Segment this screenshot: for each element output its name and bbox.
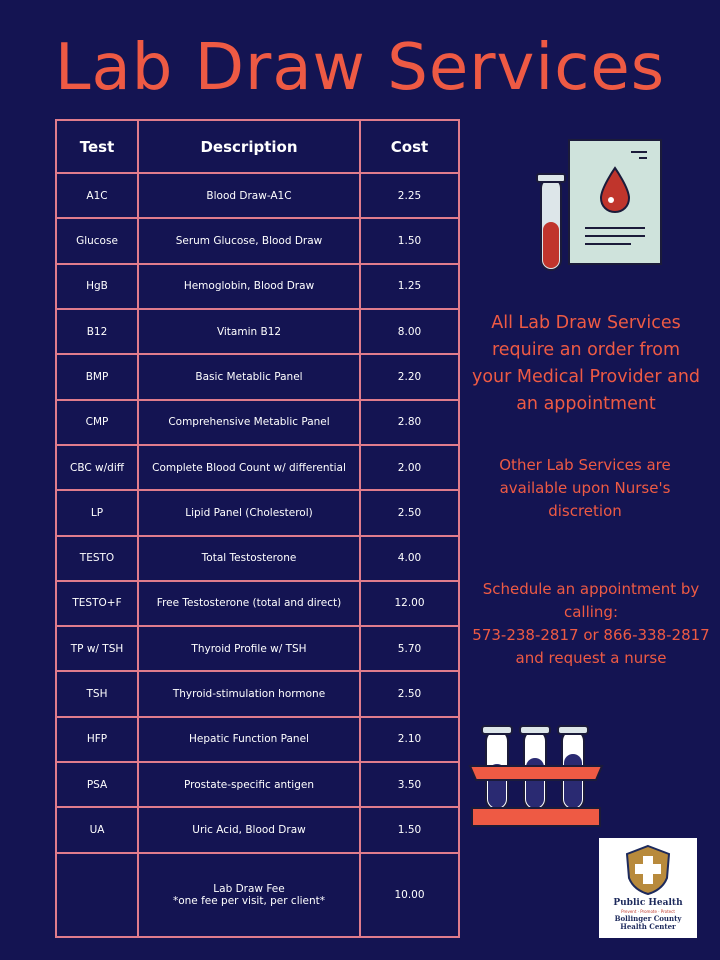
fee-label: Lab Draw Fee: [213, 882, 285, 895]
table-row: [56, 264, 459, 309]
description-cell: Free Testosterone (total and direct): [138, 581, 360, 626]
table-row: [56, 626, 459, 671]
description-cell: Hepatic Function Panel: [138, 717, 360, 762]
cost-cell: 8.00: [360, 309, 459, 354]
test-code-cell: Glucose: [56, 218, 138, 263]
description-cell: Prostate-specific antigen: [138, 762, 360, 807]
description-cell: Thyroid Profile w/ TSH: [138, 626, 360, 671]
cost-cell: 3.50: [360, 762, 459, 807]
test-tube-rack-icon: [466, 724, 606, 834]
test-code-cell: UA: [56, 807, 138, 852]
description-cell: Blood Draw-A1C: [138, 173, 360, 218]
table-row: [56, 581, 459, 626]
test-code-cell: HgB: [56, 264, 138, 309]
blood-test-document-icon: [535, 136, 665, 276]
test-code-cell: CMP: [56, 400, 138, 445]
description-cell: Thyroid-stimulation hormone: [138, 671, 360, 716]
test-code-cell: TESTO+F: [56, 581, 138, 626]
other-services-notice: Other Lab Services are available upon Nurse's discretion: [499, 456, 671, 520]
column-header-description: Description: [138, 120, 360, 173]
table-row: [56, 536, 459, 581]
table-row: [56, 309, 459, 354]
test-code-cell: TSH: [56, 671, 138, 716]
phone-numbers: 573-238-2817 or 866-338-2817: [472, 626, 710, 644]
fee-note: *one fee per visit, per client*: [172, 894, 326, 907]
table-row: [56, 400, 459, 445]
cost-cell: 2.50: [360, 490, 459, 535]
table-row: [56, 762, 459, 807]
page-title: Lab Draw Services: [54, 31, 666, 105]
table-row: [56, 173, 459, 218]
table-row: [56, 807, 459, 852]
cost-cell: 12.00: [360, 581, 459, 626]
test-code-cell: BMP: [56, 354, 138, 399]
table-row: [56, 354, 459, 399]
cost-cell: 10.00: [360, 853, 459, 937]
description-cell: Comprehensive Metablic Panel: [138, 400, 360, 445]
table-row: [56, 490, 459, 535]
cost-cell: 1.50: [360, 218, 459, 263]
cost-cell: 2.25: [360, 173, 459, 218]
cost-cell: 2.20: [360, 354, 459, 399]
description-cell: Basic Metablic Panel: [138, 354, 360, 399]
column-header-cost: Cost: [360, 120, 459, 173]
column-header-test: Test: [56, 120, 138, 173]
cost-cell: 2.80: [360, 400, 459, 445]
schedule-request: and request a nurse: [515, 649, 667, 667]
table-row: [56, 671, 459, 716]
test-code-cell: LP: [56, 490, 138, 535]
description-cell: Uric Acid, Blood Draw: [138, 807, 360, 852]
cost-cell: 2.00: [360, 445, 459, 490]
table-row-fee: [56, 853, 459, 937]
test-code-cell: A1C: [56, 173, 138, 218]
test-code-cell: HFP: [56, 717, 138, 762]
test-code-cell: B12: [56, 309, 138, 354]
table-row: [56, 717, 459, 762]
lab-services-table: [55, 119, 460, 938]
fee-description-cell: [138, 853, 360, 937]
test-code-cell: TP w/ TSH: [56, 626, 138, 671]
table-header-row: [56, 120, 459, 173]
test-code-cell: [56, 853, 138, 937]
cost-cell: 1.50: [360, 807, 459, 852]
logo-organization: [599, 915, 697, 931]
test-code-cell: PSA: [56, 762, 138, 807]
description-cell: Total Testosterone: [138, 536, 360, 581]
shield-icon: [623, 844, 673, 896]
description-cell: Lipid Panel (Cholesterol): [138, 490, 360, 535]
cost-cell: 2.50: [360, 671, 459, 716]
schedule-notice: [462, 578, 720, 670]
test-code-cell: TESTO: [56, 536, 138, 581]
description-cell: Serum Glucose, Blood Draw: [138, 218, 360, 263]
public-health-logo: [599, 838, 697, 938]
description-cell: Complete Blood Count w/ differential: [138, 445, 360, 490]
logo-tagline: Prevent · Promote · Protect: [621, 909, 675, 914]
schedule-instruction: Schedule an appointment by calling:: [482, 580, 700, 621]
table-row: [56, 445, 459, 490]
description-cell: Vitamin B12: [138, 309, 360, 354]
cost-cell: 5.70: [360, 626, 459, 671]
logo-org-line1: Bollinger County: [614, 914, 682, 923]
cost-cell: 2.10: [360, 717, 459, 762]
table-row: [56, 218, 459, 263]
cost-cell: 4.00: [360, 536, 459, 581]
test-code-cell: CBC w/diff: [56, 445, 138, 490]
logo-org-line2: Health Center: [620, 922, 676, 931]
order-required-notice: All Lab Draw Services require an order from your Medical Provider and an appointment: [471, 313, 701, 414]
cost-cell: 1.25: [360, 264, 459, 309]
description-cell: Hemoglobin, Blood Draw: [138, 264, 360, 309]
logo-name: Public Health: [613, 898, 683, 908]
